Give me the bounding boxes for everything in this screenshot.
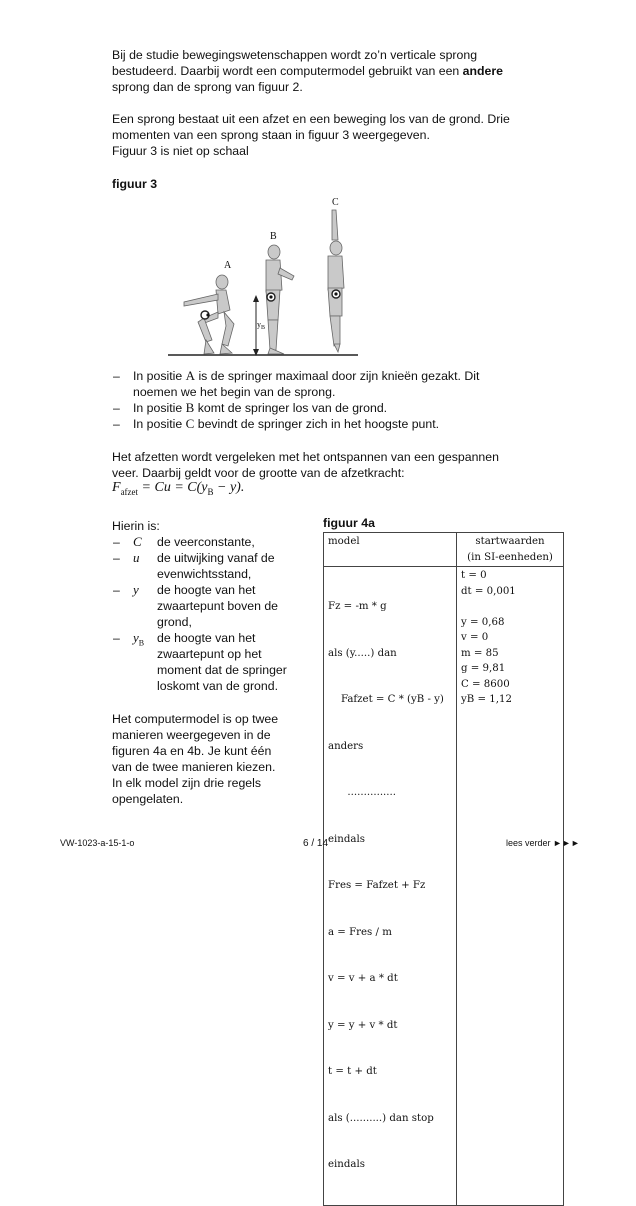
definition-item: – y de hoogte van het zwaartepunt boven de grond, <box>113 582 279 629</box>
table-header-row <box>324 533 564 567</box>
list-item: – In positie C bevindt de springer zich in het hoogste punt. <box>113 416 440 431</box>
table-body-row <box>324 567 564 1206</box>
spring-line-1: Het afzetten wordt vergeleken met het ontspannen van een gespannen <box>112 450 499 464</box>
start-values: t = 0 dt = 0,001 y = 0,68 v = 0 m = 85 g = 9,81 C = 8600 yB = 1,12 <box>457 567 564 1206</box>
definition-item: – u de uitwijking vanaf de evenwichtsstand, <box>113 550 275 581</box>
jump-paragraph <box>112 111 582 159</box>
footer-code: VW-1023-a-15-1-o <box>60 838 135 848</box>
list-item: – In positie B komt de springer los van de grond. <box>113 400 388 415</box>
footer-page-number: 6 / 14 <box>303 838 329 849</box>
definition-item: – C de veerconstante, <box>113 534 255 549</box>
label-a: A <box>224 260 232 271</box>
definition-item: – $y_B$ de hoogte van het zwaartepunt op het moment dat de springer loskomt van de grond. <box>113 630 287 693</box>
jump-line-2: momenten van een sprong staan in figuur 3 weergegeven. <box>112 128 430 142</box>
jumper-b <box>266 245 294 354</box>
label-b: B <box>270 231 277 242</box>
model-paragraph: Het computermodel is op twee manieren weergegeven in de figuren 4a en 4b. Je kunt één van de twee manieren kiezen. In elk model zijn drie regels opengelaten. <box>112 712 279 806</box>
spring-line-2: veer. Daarbij geldt voor de grootte van de afzetkracht: <box>112 466 405 480</box>
intro-line-1: Bij de studie bewegingswetenschappen wordt zo’n verticale sprong <box>112 48 478 62</box>
header-model: model <box>324 533 457 567</box>
jump-line-1: Een sprong bestaat uit een afzet en een beweging los van de grond. Drie <box>112 112 510 126</box>
label-yb: $y_B$ <box>257 320 266 331</box>
jump-line-3: Figuur 3 is niet op schaal <box>112 144 249 158</box>
jumper-a <box>184 275 234 354</box>
figure-4a-title: figuur 4a <box>323 516 375 530</box>
jumper-c <box>328 210 344 352</box>
intro-line-3: sprong dan de sprong van figuur 2. <box>112 80 303 94</box>
list-item: – In positie A is de springer maximaal door zijn knieën gezakt. Dit noemen we het begin van de sprong. <box>113 368 480 399</box>
label-c: C <box>332 197 339 208</box>
definitions-intro: Hierin is: <box>112 519 160 533</box>
force-formula: $F_{afzet} = Cu = C(y_B - y)$. <box>112 480 245 497</box>
definitions-list <box>112 518 312 694</box>
spring-paragraph <box>112 449 582 481</box>
intro-line-2: bestudeerd. Daarbij wordt een computermodel gebruikt van een andere <box>112 64 503 78</box>
model-code: Fz = -m * g als (y.....) dan Fafzet = C * (yB - y) anders ............... eindals Fres = Fafzet + Fz a = Fres / m v = v + a * dt y = y + v * dt t = t + dt als (..........) dan stop eindals <box>324 567 457 1206</box>
emphasis-andere: andere <box>462 64 503 78</box>
header-startwaarden: startwaarden (in SI-eenheden) <box>457 533 564 567</box>
figure-3-illustration <box>160 190 370 362</box>
positions-list <box>112 368 582 432</box>
footer-next: lees verder ►►► <box>506 838 580 848</box>
model-table <box>323 532 564 1206</box>
intro-paragraph <box>112 47 582 95</box>
figure-3-title: figuur 3 <box>112 177 158 191</box>
